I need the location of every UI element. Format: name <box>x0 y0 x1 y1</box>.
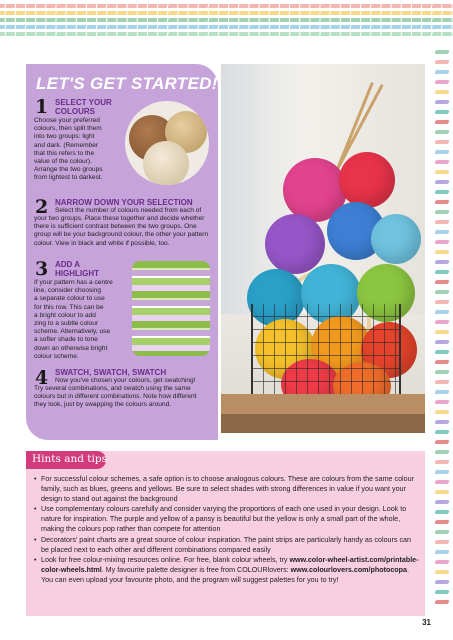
step-3-number: 3 <box>35 258 49 280</box>
step-2-line: there is sufficient contrast between the two groups. One <box>34 223 197 231</box>
hint-item-resources <box>34 555 420 585</box>
side-stitches <box>433 50 453 610</box>
step-1-line: into two groups: light <box>34 133 95 141</box>
side-stitch <box>434 180 449 184</box>
side-stitch <box>434 560 449 564</box>
step-3-line: a bright colour to add <box>34 311 96 319</box>
side-stitch <box>434 340 449 344</box>
side-stitch <box>434 270 449 274</box>
decorative-stripes <box>0 0 453 40</box>
side-stitch <box>434 500 449 504</box>
hint-text: Look for free colour-mixing resources online. For free, blank colour wheels, try <box>41 555 288 564</box>
side-stitch <box>434 190 449 194</box>
step-2-line: your two groups. Place these together and decide whether <box>34 215 205 222</box>
side-stitch <box>434 200 449 204</box>
step-3-body <box>34 279 113 361</box>
step-1-line: colours, then split them <box>34 125 102 133</box>
side-stitch <box>434 170 449 174</box>
hint-item: • Use complementary colours carefully and consider varying the proportions of each one used in your design. Look to nature for inspiration. The purple and yellow of a pansy is beautiful but the yellow is only a small part of the whole, making the colours pop rather than compete for attention <box>34 504 420 534</box>
side-stitch <box>434 480 449 484</box>
step-4-line: colours but in different combinations. Note how different <box>34 393 197 401</box>
step-1-number: 1 <box>35 96 49 118</box>
color-wheel-link[interactable]: www.color-wheel-artist.com/printable-color-wheels.html <box>41 555 419 574</box>
step-4-body-cont <box>34 385 197 410</box>
step-2-body-cont <box>34 215 208 248</box>
side-stitch <box>434 120 449 124</box>
step-3-heading-line-2: HIGHLIGHT <box>55 269 99 278</box>
side-stitch <box>434 430 449 434</box>
side-stitch <box>434 550 449 554</box>
step-1-heading-line-2: COLOURS <box>55 107 95 116</box>
step-3-line: down an otherwise bright <box>34 344 108 352</box>
step-1-line: and dark. (Remember <box>34 141 99 149</box>
side-stitch <box>434 320 449 324</box>
side-stitch <box>434 310 449 314</box>
side-stitch <box>434 540 449 544</box>
side-stitch <box>434 240 449 244</box>
step-1-line: value of the colour). <box>34 158 92 166</box>
yarn-balls-thumbnail <box>125 101 209 185</box>
step-1-heading <box>55 98 112 116</box>
side-stitch <box>434 60 449 64</box>
side-stitch <box>434 130 449 134</box>
yarn-ball-purple <box>265 214 325 274</box>
step-1-heading-line-1: SELECT YOUR <box>55 98 112 107</box>
step-2-number: 2 <box>35 196 49 218</box>
side-stitch <box>434 370 449 374</box>
step-1-line: from lightest to darkest. <box>34 174 103 182</box>
side-stitch <box>434 70 449 74</box>
hint-text: . You can even upload your favourite photo, and the program will suggest palettes for you to try! <box>41 565 409 584</box>
step-4-heading: SWATCH, SWATCH, SWATCH <box>55 368 167 377</box>
side-stitch <box>434 400 449 404</box>
panel-title: LET'S GET STARTED! <box>36 74 218 93</box>
side-stitch <box>434 350 449 354</box>
side-stitch <box>434 520 449 524</box>
step-4-body <box>34 377 196 385</box>
wire-basket <box>251 304 401 404</box>
side-stitch <box>434 220 449 224</box>
yarn-ball-light-blue <box>371 214 421 264</box>
side-stitch <box>434 230 449 234</box>
page-number: 31 <box>422 618 431 627</box>
step-3-heading-line-1: ADD A <box>55 260 81 269</box>
wooden-table-edge <box>221 414 425 433</box>
side-stitch <box>434 150 449 154</box>
colourlovers-link[interactable]: www.colourlovers.com/photocopa <box>290 565 408 574</box>
step-3-line: a separate colour to use <box>34 295 105 303</box>
stripe-mint <box>0 32 453 36</box>
step-2-heading: NARROW DOWN YOUR SELECTION <box>55 198 193 207</box>
step-4-number: 4 <box>35 367 49 389</box>
side-stitch <box>434 590 449 594</box>
step-2-line: colour. View in black and white if possible, too. <box>34 239 170 247</box>
yarn-ball-cream <box>143 141 189 185</box>
side-stitch <box>434 280 449 284</box>
side-stitch <box>434 260 449 264</box>
side-stitch <box>434 50 449 54</box>
side-stitch <box>434 290 449 294</box>
step-1-line: that this refers to the <box>34 149 95 157</box>
side-stitch <box>434 460 449 464</box>
side-stitch <box>434 440 449 444</box>
side-stitch <box>434 140 449 144</box>
step-2-body <box>34 207 201 215</box>
step-3-line: zing to a subtle colour <box>34 320 99 328</box>
side-stitch <box>434 100 449 104</box>
hints-title: Hints and tips <box>32 453 107 465</box>
hint-item: • Decorators' paint charts are a great source of colour inspiration. The paint strips are particularly handy as colours can be placed next to each other and different combinations compared easily <box>34 535 420 555</box>
step-2-line: group will be your background colour, the other your pattern <box>34 231 209 239</box>
step-1-line: Arrange the two groups <box>34 166 103 174</box>
step-3-line: If your pattern has a centre <box>34 279 113 286</box>
step-3-line: colour scheme. <box>34 352 79 360</box>
stripe-green <box>0 18 453 22</box>
side-stitch <box>434 380 449 384</box>
step-4-line: Try several combinations, and swatch using the same <box>34 385 191 392</box>
side-stitch <box>434 250 449 254</box>
step-1-line: Choose your preferred <box>34 117 100 124</box>
stripe-yellow <box>0 11 453 15</box>
side-stitch <box>434 330 449 334</box>
side-stitch <box>434 410 449 414</box>
side-stitch <box>434 90 449 94</box>
side-stitch <box>434 580 449 584</box>
step-3-line: for this row. This can be <box>34 303 104 311</box>
hints-list <box>34 474 420 585</box>
side-stitch <box>434 420 449 424</box>
side-stitch <box>434 600 449 604</box>
side-stitch <box>434 470 449 474</box>
side-stitch <box>434 510 449 514</box>
step-2-line: Select the number of colours needed from each of <box>55 207 202 214</box>
step-3-line: line, consider choosing <box>34 287 102 295</box>
side-stitch <box>434 390 449 394</box>
hint-text: . My favourite palette designer is free from COLOURlovers: <box>101 565 289 574</box>
side-stitch <box>434 160 449 164</box>
step-3-heading <box>55 260 99 278</box>
side-stitch <box>434 570 449 574</box>
yarn-ball-red <box>339 152 395 208</box>
step-3-line: scheme. Alternatively, use <box>34 328 111 336</box>
side-stitch <box>434 300 449 304</box>
stripe-pink <box>0 4 453 8</box>
side-stitch <box>434 360 449 364</box>
side-stitch <box>434 210 449 214</box>
step-3-line: a softer shade to tone <box>34 336 98 344</box>
step-1-body <box>34 117 103 183</box>
side-stitch <box>434 80 449 84</box>
side-stitch <box>434 450 449 454</box>
side-stitch <box>434 110 449 114</box>
striped-knit-swatch <box>132 261 210 356</box>
step-4-line: Now you've chosen your colours, get swatching! <box>55 377 196 384</box>
side-stitch <box>434 530 449 534</box>
step-4-line: they look, just by swapping the colours around. <box>34 401 172 409</box>
yarn-basket-photo <box>221 64 425 433</box>
side-stitch <box>434 490 449 494</box>
hint-item: • For successful colour schemes, a safe option is to choose analogous colours. These are colours from the same colour family, such as blues, greens and yellows. Be sure to select shades with strong differences in value if you want your design to stand out against the background <box>34 474 420 504</box>
stripe-blue <box>0 25 453 29</box>
